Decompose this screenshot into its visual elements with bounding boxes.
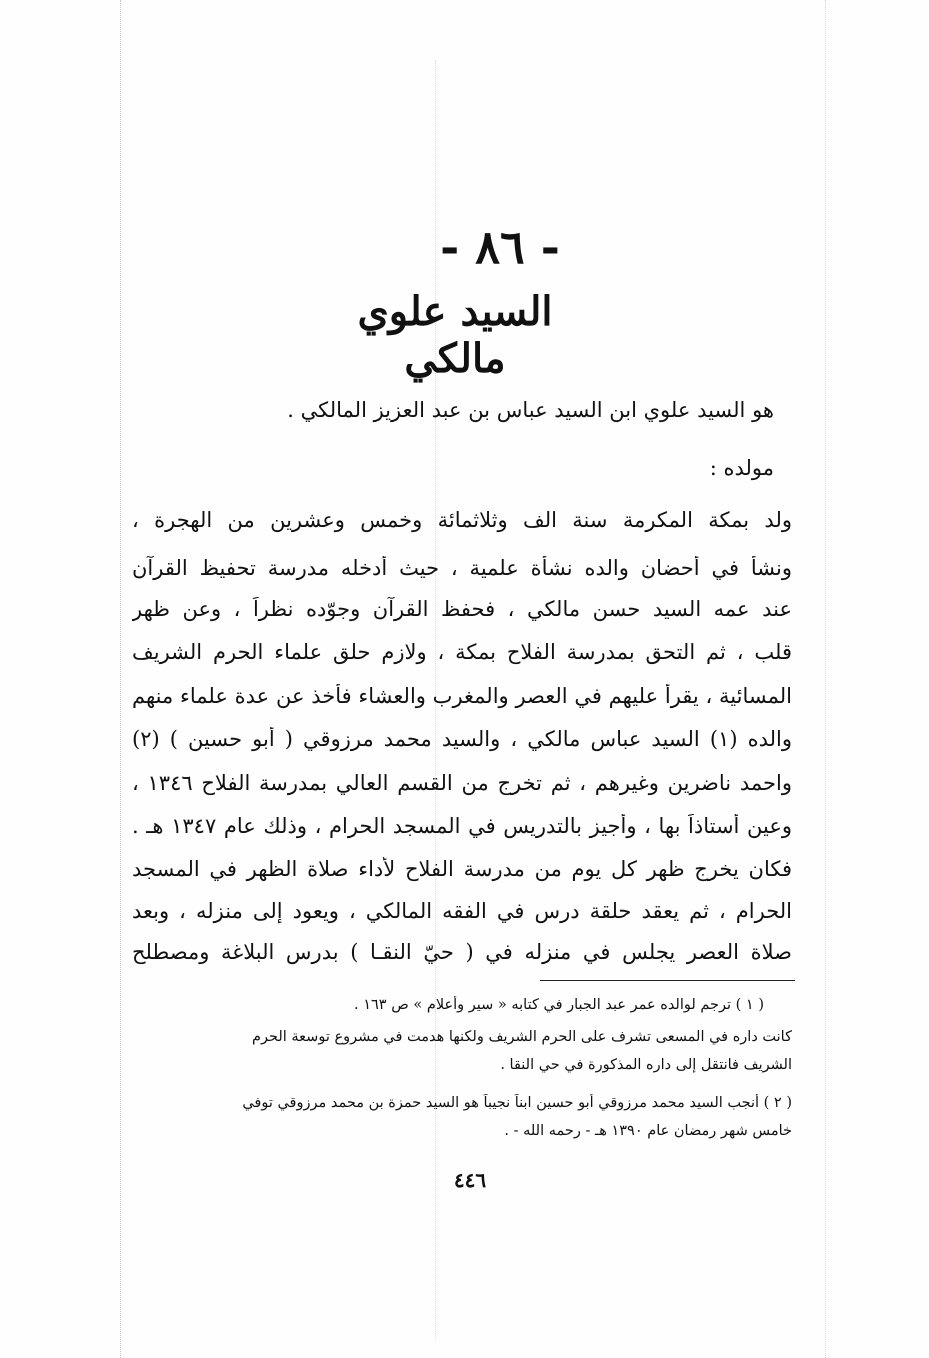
page-number: ٤٤٦ <box>453 1168 487 1192</box>
scan-artifact-right <box>825 0 826 1358</box>
paragraph-line: واحمد ناضرين وغيرهم ، ثم تخرج من القسم العالي بمدرسة الفلاح ١٣٤٦ ، <box>132 771 792 795</box>
chapter-number: - ٨٦ - <box>440 220 560 274</box>
paragraph-line: المسائية ، يقرأ عليهم في العصر والمغرب والعشاء فأخذ عن عدة علماء منهم <box>132 684 792 708</box>
section-heading-birth: مولده : <box>709 456 774 480</box>
footnote-line: كانت داره في المسعى تشرف على الحرم الشريف ولكنها هدمت في مشروع توسعة الحرم <box>252 1029 792 1045</box>
paragraph-line: ونشأ في أحضان والده نشأة علمية ، حيث أدخله مدرسة تحفيظ القرآن <box>132 556 792 580</box>
paragraph-line: عند عمه السيد حسن مالكي ، فحفظ القرآن وجوّده نظراً ، وعن ظهر <box>132 597 792 621</box>
page-title: السيد علوي مالكي <box>357 288 553 382</box>
scan-artifact-left <box>120 0 121 1358</box>
paragraph-line: ولد بمكة المكرمة سنة الف وثلاثمائة وخمس وعشرين من الهجرة ، <box>132 508 792 532</box>
intro-line: هو السيد علوي ابن السيد عباس بن عبد العزيز المالكي . <box>287 398 774 422</box>
paragraph-line: صلاة العصر يجلس في منزله في ( حيّ النقـا ) بدرس البلاغة ومصطلح <box>132 940 792 964</box>
footnote-line: ( ٢ ) أنجب السيد محمد مرزوقي أبو حسين ابناً نجيباً هو السيد حمزة بن محمد مرزوقي توفي <box>242 1095 792 1111</box>
paragraph-line: والده (١) السيد عباس مالكي ، والسيد محمد مرزوقي ( أبو حسين ) (٢) <box>132 727 792 751</box>
paragraph-line: وعين أستاذاً بها ، وأجيز بالتدريس في المسجد الحرام ، وذلك عام ١٣٤٧ هـ . <box>132 814 792 838</box>
footnote-line: الشريف فانتقل إلى داره المذكورة في حي النقا . <box>500 1057 792 1073</box>
footnote-line: خامس شهر رمضان عام ١٣٩٠ هـ - رحمه الله - . <box>504 1123 792 1139</box>
footnote-line: ( ١ ) ترجم لوالده عمر عبد الجبار في كتابه « سير وأعلام » ص ١٦٣ . <box>354 997 764 1013</box>
paragraph-line: قلب ، ثم التحق بمدرسة الفلاح بمكة ، ولازم حلق علماء الحرم الشريف <box>132 640 792 664</box>
footnote-divider <box>540 980 795 981</box>
paragraph-line: فكان يخرج ظهر كل يوم من مدرسة الفلاح لأداء صلاة الظهر في المسجد <box>132 857 792 881</box>
paragraph-line: الحرام ، ثم يعقد حلقة درس في الفقه المالكي ، ويعود إلى منزله ، وبعد <box>132 899 792 923</box>
